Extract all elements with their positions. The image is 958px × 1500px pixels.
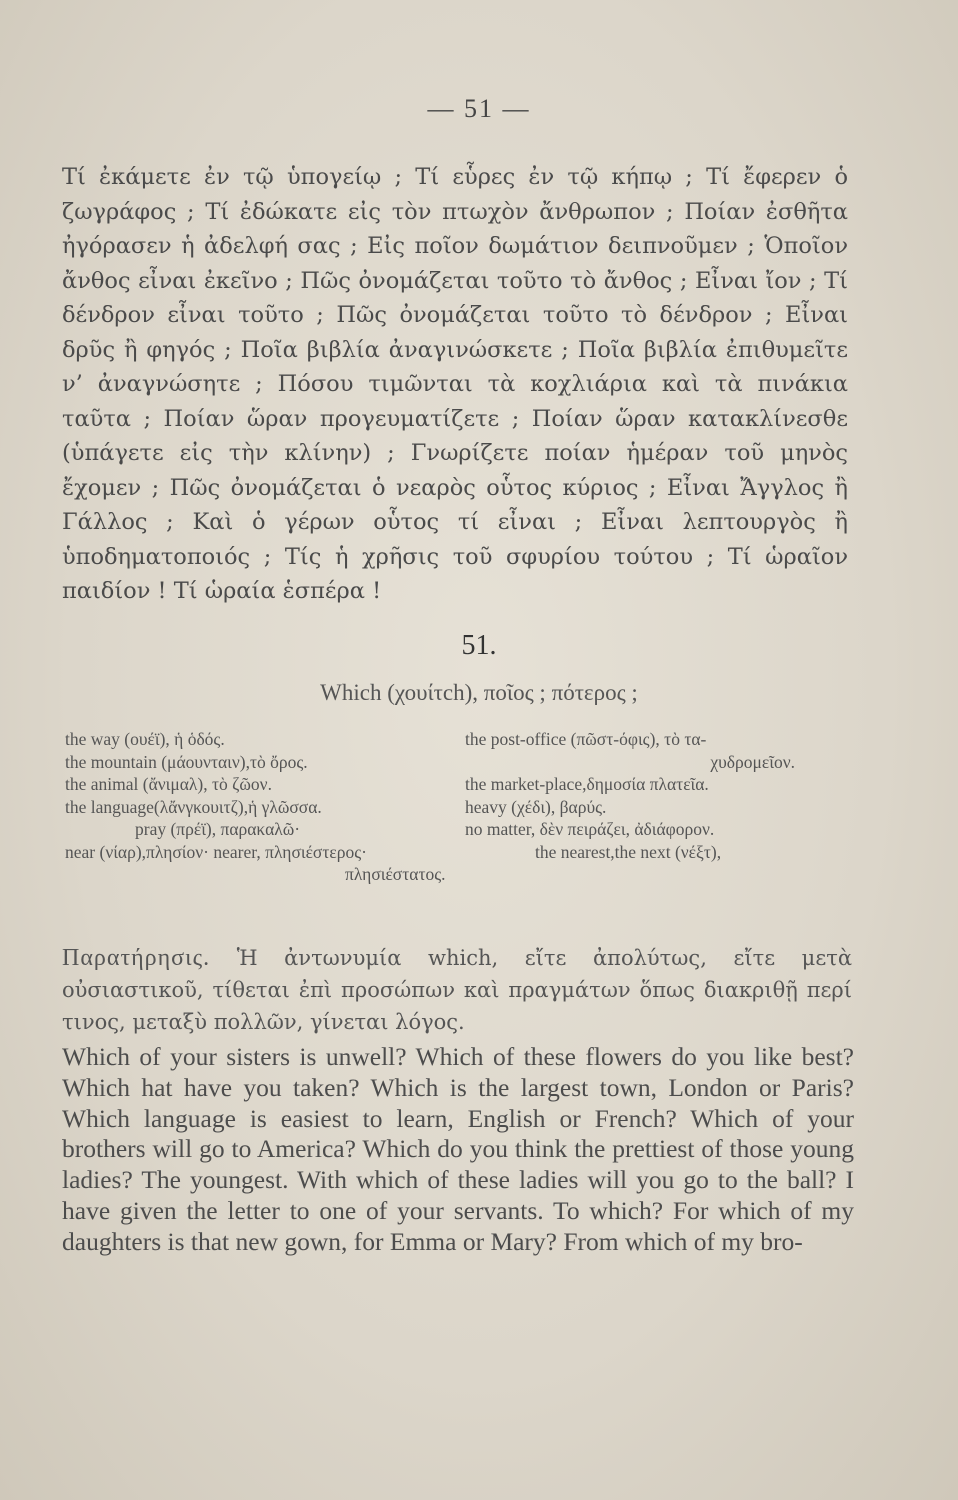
observation-text: Ἡ ἀντωνυμία which, εἴτε ἀπολύτως, εἴτε μετὰ οὐσιαστικοῦ, τίθεται ἐπὶ προσώπων καὶ πραγμάτων ὅπως διακριθῇ περί τινος, μεταξὺ πολλῶν, γίνεται λόγος. bbox=[62, 946, 852, 1034]
vocab-row bbox=[65, 796, 855, 819]
greek-exercise-paragraph: Τί ἐκάμετε ἐν τῷ ὑπογείῳ ; Τί εὗρες ἐν τῷ κήπῳ ; Τί ἔφερεν ὁ ζωγράφος ; Τί ἐδώκατε εἰς τὸν πτωχὸν ἄνθρωπον ; Ποίαν ἐσθῆτα ἠγόρασεν ἡ ἀδελφή σας ; Εἰς ποῖον δωμάτιον δειπνοῦμεν ; Ὁποῖον ἄνθος εἶναι ἐκεῖνο ; Πῶς ὀνομάζεται τοῦτο τὸ ἄνθος ; Εἶναι ἴον ; Τί δένδρον εἶναι τοῦτο ; Πῶς ὀνομάζεται τοῦτο τὸ δένδρον ; Εἶναι δρῦς ἢ φηγός ; Ποῖα βιβλία ἀναγινώσκετε ; Ποῖα βιβλία ἐπιθυμεῖτε ν’ ἀναγνώσητε ; Πόσου τιμῶνται τὰ κοχλιάρια καὶ τὰ πινάκια ταῦτα ; Ποίαν ὥραν προγευματίζετε ; Ποίαν ὥραν κατακλίνεσθε (ὑπάγετε εἰς τὴν κλίνην) ; Γνωρίζετε ποίαν ἡμέραν τοῦ μηνὸς ἔχομεν ; Πῶς ὀνομάζεται ὁ νεαρὸς οὗτος κύριος ; Εἶναι Ἄγγλος ἢ Γάλλος ; Καὶ ὁ γέρων οὗτος τί εἶναι ; Εἶναι λεπτουργὸς ἢ ὑποδηματοποιός ; Τίς ἡ χρῆσις τοῦ σφυρίου τούτου ; Τί ὡραῖον παιδίον ! Τί ὡραία ἑσπέρα ! bbox=[62, 164, 848, 604]
vocab-entry: the animal (ἄνιμαλ), τὸ ζῶον. bbox=[65, 774, 272, 794]
vocab-entry: the language(λἄνγκουιτζ),ἡ γλῶσσα. bbox=[65, 796, 322, 817]
vocab-entry: the market-place,δημοσία πλατεῖα. bbox=[465, 774, 709, 794]
vocab-row bbox=[65, 751, 855, 774]
english-exercise-paragraph: Which of your sisters is unwell? Which of these flowers do you like best? Which hat have you taken? Which is the largest town, London or Paris? Which language is easiest to learn, English or French? Which of your brothers will go to America? Which do you think the prettiest of those young ladies? The youngest. With which of these ladies will you go to the ball? I have given the letter to one of your servants. To which? For which of my daughters is that new gown, for Emma or Mary? From which of my bro- bbox=[62, 1042, 854, 1256]
vocab-entry: heavy (χέδι), βαρύς. bbox=[465, 796, 607, 817]
lesson-number: 51. bbox=[461, 630, 497, 661]
vocab-entry: the way (ουέϊ), ἡ ὁδός. bbox=[65, 729, 225, 749]
vocabulary-list bbox=[65, 728, 855, 886]
vocab-entry: pray (πρέϊ), παρακαλῶ· bbox=[135, 819, 301, 839]
vocab-entry: the post-office (πῶστ-όφις), τὸ τα- bbox=[465, 729, 707, 749]
observation-title: Παρατήρησις. bbox=[62, 945, 211, 971]
lesson-heading: Which (χουίτch), ποῖος ; πότερος ; bbox=[320, 680, 638, 705]
page-number: — 51 — bbox=[427, 94, 531, 123]
vocab-entry: the mountain (μάουνταιν),τὸ ὄρος. bbox=[65, 751, 308, 772]
vocab-row bbox=[65, 773, 855, 796]
vocab-row bbox=[65, 728, 855, 751]
vocab-row bbox=[65, 818, 855, 841]
vocab-entry: near (νίαρ),πλησίον· nearer, πλησιέστερος· bbox=[65, 841, 367, 862]
vocab-entry: χυδρομεῖον. bbox=[710, 751, 795, 772]
vocab-row bbox=[65, 841, 855, 864]
vocab-entry bbox=[65, 863, 345, 886]
vocab-row bbox=[65, 863, 855, 886]
observation-paragraph bbox=[62, 942, 852, 1038]
vocab-entry: no matter, δὲν πειράζει, ἀδιάφορον. bbox=[465, 819, 715, 839]
vocab-entry: the nearest,the next (νέξτ), bbox=[535, 841, 722, 862]
vocab-entry: πλησιέστατος. bbox=[345, 864, 446, 884]
